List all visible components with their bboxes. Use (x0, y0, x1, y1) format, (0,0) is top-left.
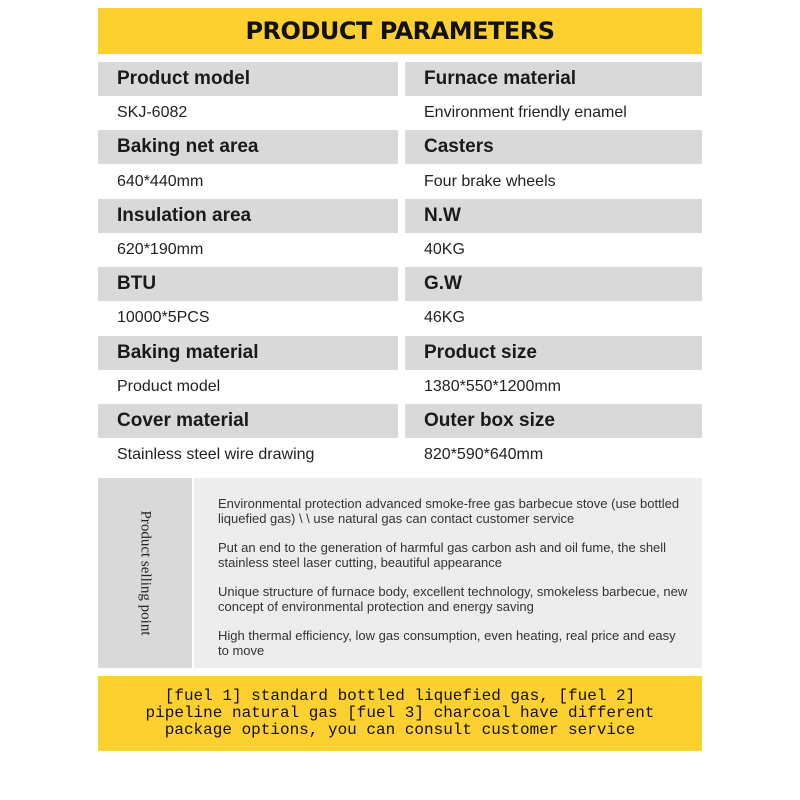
selling-point-item: Environmental protection advanced smoke-free gas barbecue stove (use bottled liquefied gas) \ \ use natural gas can contact customer service (218, 496, 680, 526)
table-row (98, 96, 702, 130)
param-value: 620*190mm (98, 233, 398, 267)
selling-point-item: Unique structure of furnace body, excellent technology, smokeless barbecue, new concept of environmental protection and energy saving (218, 584, 688, 614)
table-row (98, 301, 702, 335)
selling-point-item: Put an end to the generation of harmful gas carbon ash and oil fume, the shell stainless steel laser cutting, beautiful appearance (218, 540, 667, 570)
param-value: 820*590*640mm (405, 438, 702, 472)
param-label: Casters (405, 130, 702, 164)
param-label: Outer box size (405, 404, 702, 438)
param-label: Product size (405, 336, 702, 370)
param-label: G.W (405, 267, 702, 301)
selling-point-list (194, 478, 702, 668)
table-row (98, 233, 702, 267)
table-row (98, 199, 702, 233)
param-value: Four brake wheels (405, 165, 702, 199)
table-row (98, 438, 702, 472)
param-value: 640*440mm (98, 165, 398, 199)
selling-point-label-box (98, 478, 192, 668)
table-row (98, 267, 702, 301)
param-value: Product model (98, 370, 398, 404)
param-value: 10000*5PCS (98, 301, 398, 335)
table-row (98, 165, 702, 199)
param-value: 46KG (405, 301, 702, 335)
table-row (98, 130, 702, 164)
param-label: BTU (98, 267, 398, 301)
page-title: PRODUCT PARAMETERS (245, 17, 555, 45)
param-label: Baking net area (98, 130, 398, 164)
title-banner (98, 8, 702, 54)
fuel-options-text: [fuel 1] standard bottled liquefied gas, [fuel 2] pipeline natural gas [fuel 3] charcoal have different package options, you can consult customer service (145, 687, 655, 739)
param-value: Stainless steel wire drawing (98, 438, 398, 472)
param-value: SKJ-6082 (98, 96, 398, 130)
param-value: 40KG (405, 233, 702, 267)
param-label: Baking material (98, 336, 398, 370)
fuel-options-banner (98, 676, 702, 751)
param-label: Cover material (98, 404, 398, 438)
table-row (98, 336, 702, 370)
param-label: Furnace material (405, 62, 702, 96)
selling-point-section (98, 478, 702, 668)
table-row (98, 370, 702, 404)
param-label: N.W (405, 199, 702, 233)
table-row (98, 404, 702, 438)
table-row (98, 62, 702, 96)
selling-point-label: Product selling point (137, 510, 154, 636)
param-label: Product model (98, 62, 398, 96)
param-value: Environment friendly enamel (405, 96, 702, 130)
parameter-table (98, 62, 702, 472)
selling-point-item: High thermal efficiency, low gas consumption, even heating, real price and easy to move (218, 628, 676, 658)
param-value: 1380*550*1200mm (405, 370, 702, 404)
param-label: Insulation area (98, 199, 398, 233)
